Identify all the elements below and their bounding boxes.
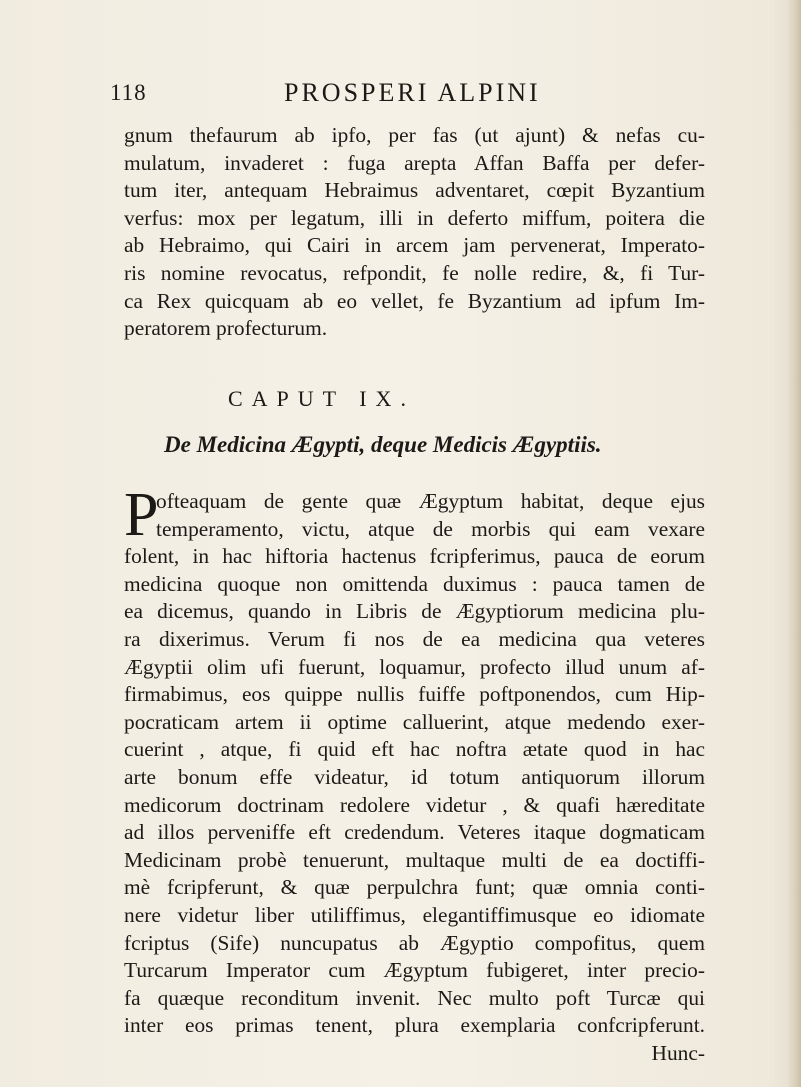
text-line: arte bonum effe videatur, id totum antiquorum illorum: [124, 764, 705, 789]
paragraph-continuation: [124, 122, 705, 343]
text-line: medicina quoque non omittenda duximus : pauca tamen de: [124, 571, 705, 596]
text-line: ris nomine revocatus, refpondit, fe nolle redire, &, fi Tur-: [124, 260, 705, 285]
text-line: mè fcripferunt, & quæ perpulchra funt; quæ omnia conti-: [124, 875, 705, 900]
text-line: verfus: mox per legatum, illi in deferto miffum, poitera die: [124, 205, 705, 230]
chapter-subtitle: De Medicina Ægypti, deque Medicis Ægyptiis.: [164, 432, 602, 457]
page-edge-shadow: [787, 0, 801, 1087]
text-line: nere videtur liber utiliffimus, elegantiffimusque eo idiomate: [124, 902, 705, 927]
page-number: 118: [110, 80, 147, 105]
text-line: Ægyptii olim ufi fuerunt, loquamur, profecto illud unum af-: [124, 654, 705, 679]
text-line: Turcarum Imperator cum Ægyptum fubigeret, inter precio-: [124, 958, 705, 983]
text-line: folent, in hac hiftoria hactenus fcripferimus, pauca de eorum: [124, 544, 705, 569]
text-line: fcriptus (Sife) nuncupatus ab Ægyptio compofitus, quem: [124, 930, 705, 955]
running-title: PROSPERI ALPINI: [284, 78, 541, 107]
text-line: ea dicemus, quando in Libris de Ægyptiorum medicina plu-: [124, 599, 705, 624]
text-line: firmabimus, eos quippe nullis fuiffe poftponendos, cum Hip-: [124, 682, 705, 707]
text-line: cuerint , atque, fi quid eft hac noftra ætate quod in hac: [124, 737, 705, 762]
text-line: tum iter, antequam Hebraimus adventaret, cœpit Byzantium: [124, 178, 705, 203]
text-line: Medicinam probè tenuerunt, multaque multi de ea doctiffi-: [124, 847, 705, 872]
text-line: peratorem profecturum.: [124, 316, 328, 341]
text-line: medicorum doctrinam redolere videtur , & quafi hæreditate: [124, 792, 705, 817]
text-line: temperamento, victu, atque de morbis qui eam vexare: [156, 516, 705, 541]
text-line: mulatum, invaderet : fuga arepta Affan Baffa per defer-: [124, 150, 705, 175]
catchword: Hunc-: [651, 1040, 705, 1065]
text-line: gnum thefaurum ab ipfo, per fas (ut ajunt) & nefas cu-: [124, 123, 705, 147]
text-line: ca Rex quicquam ab eo vellet, fe Byzantium ad ipfum Im-: [124, 288, 705, 313]
drop-capital: P: [124, 481, 159, 549]
text-line: pocraticam artem ii optime calluerint, atque medendo exer-: [124, 709, 705, 734]
running-header: [110, 78, 710, 108]
chapter-paragraph: [124, 481, 705, 1067]
text-line: fa quæque reconditum invenit. Nec multo poft Turcæ qui: [124, 985, 705, 1010]
text-line: inter eos primas tenent, plura exemplaria confcripferunt.: [124, 1013, 705, 1038]
text-line: ab Hebraimo, qui Cairi in arcem jam pervenerat, Imperato-: [124, 233, 705, 258]
chapter-heading: CAPUT IX.: [228, 386, 415, 411]
text-line: ad illos perveniffe eft credendum. Veteres itaque dogmaticam: [124, 820, 705, 845]
text-line: ofteaquam de gente quæ Ægyptum habitat, deque ejus: [156, 489, 705, 513]
text-line: ra dixerimus. Verum fi nos de ea medicina qua veteres: [124, 626, 705, 651]
